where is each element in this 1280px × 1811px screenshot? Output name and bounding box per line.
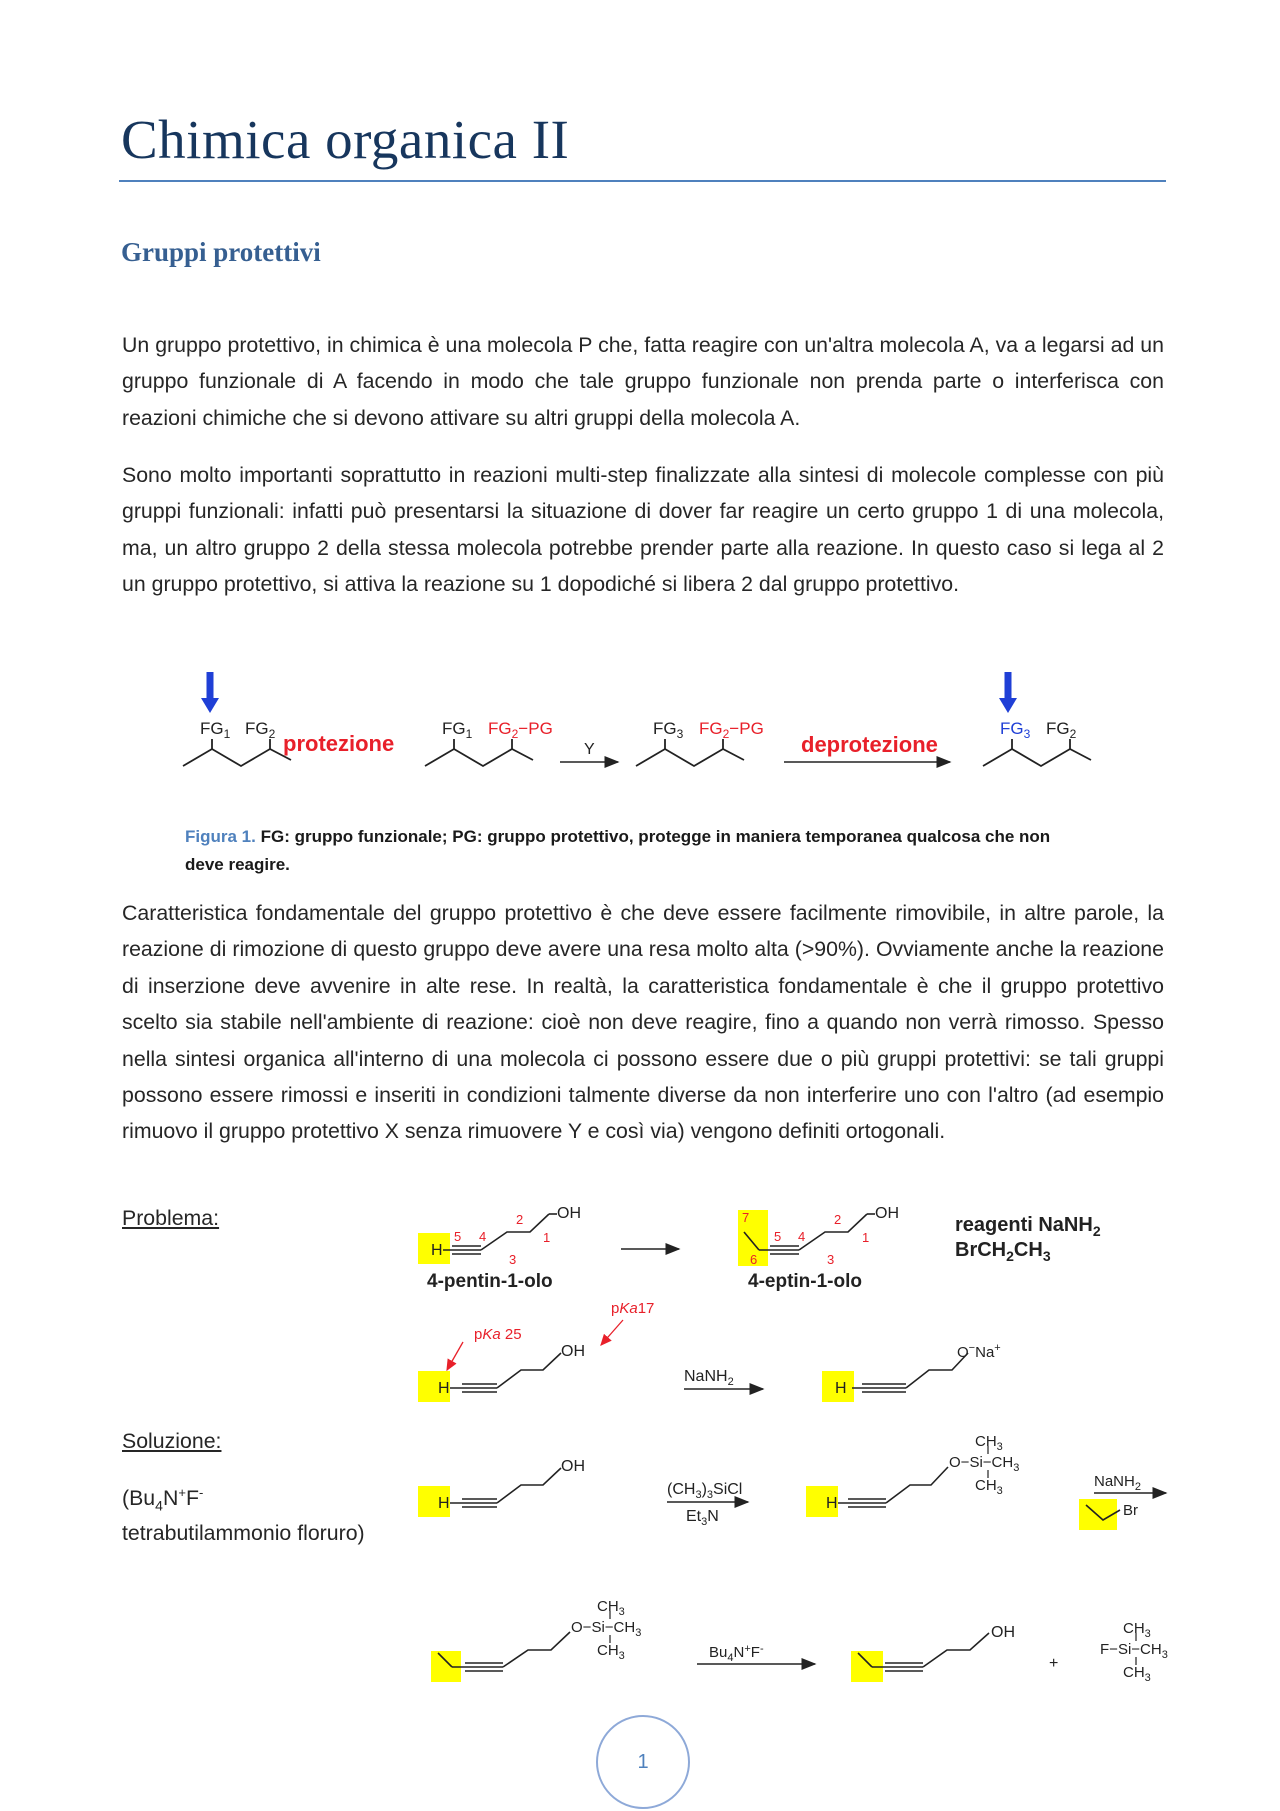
atom-number: 6 <box>750 1252 758 1267</box>
atom-number: 1 <box>543 1230 551 1245</box>
atom-H: H <box>438 1380 450 1397</box>
step-protezione-label: protezione <box>283 731 395 756</box>
atom-OH: OH <box>561 1343 585 1360</box>
reagent-nanh2: NaNH$_2$ <box>1094 1473 1141 1493</box>
methyl-group: $CH_3$ <box>975 1477 1003 1497</box>
tbaf-line-1: ($Bu_4N^+F^-$ <box>122 1485 204 1514</box>
atom-OH: OH <box>991 1624 1015 1641</box>
tms-ether-label: $O-Si-CH_3$ <box>571 1619 642 1639</box>
atom-number: 4 <box>798 1229 806 1244</box>
methyl-group: $CH_3$ <box>1123 1664 1151 1684</box>
atom-OH: OH <box>561 1458 585 1475</box>
document-title: Chimica organica II <box>121 109 570 170</box>
pka-pointer-arrow <box>447 1342 463 1370</box>
atom-H: H <box>826 1495 838 1512</box>
reagent-tbaf: $Bu_4N^+F^-$ <box>709 1643 764 1664</box>
paragraph-3: Caratteristica fondamentale del gruppo protettivo è che deve essere facilmente rimovibile, in altre parole, la reazione di rimozione di questo gruppo deve avere una resa molto alta (>90%). Ovviamente anche la reazione di inserzione deve avvenire in alte rese. In realtà, la caratteristica fondamentale è che il gruppo protettivo scelto sia stabile nell'ambiente di reazione: cioè non deve reagire, fino a quando non verrà rimosso. Spesso nella sintesi organica all'interno di una molecola ci possono essere due o più gruppi protettivi: se tali gruppi possono essere rimossi e inseriti in condizioni talmente diverse da non interferire uno con l'altro (ad esempio rimuovo il gruppo protettivo X senza rimuovere Y e così via) vengono definiti ortogonali. <box>122 901 1164 1144</box>
molecule-pentinol-skeleton <box>450 1468 561 1507</box>
fg2-label: $FG_2$ <box>1046 719 1077 741</box>
pka-label-17: pKa17 <box>611 1300 655 1317</box>
alkoxide-label: O−Na+ <box>957 1342 1001 1361</box>
fg1-label: $FG_1$ <box>200 719 231 741</box>
atom-OH: OH <box>557 1205 581 1222</box>
reagent-tmscl: $(CH_3)_3SiCl$ <box>667 1481 743 1501</box>
atom-H: H <box>438 1495 450 1512</box>
pka-pointer-arrow <box>601 1320 623 1345</box>
paragraph-1: Un gruppo protettivo, in chimica è una molecola P che, fatta reagire con un'altra molecola A, va a legarsi ad un gruppo funzionale di A facendo in modo che tale gruppo funzionale non prenda parte o interferisca con reazioni chimiche che si devono attivare su altri gruppi della molecola A. <box>122 333 1164 430</box>
step-deprotezione-label: deprotezione <box>801 732 938 757</box>
tms-ether-label: $O-Si-CH_3$ <box>949 1454 1020 1474</box>
molecule-name-pentinol: 4-pentin-1-olo <box>427 1271 553 1292</box>
reagent-nanh2: NaNH$_2$ <box>684 1368 734 1388</box>
atom-H: H <box>835 1380 847 1397</box>
paragraph-2: Sono molto importanti soprattutto in reazioni multi-step finalizzate alla sintesi di molecole complesse con più gruppi funzionali: infatti può presentarsi la situazione di dover far reagire un certo gruppo 1 di una molecola, ma, un altro gruppo 2 della stessa molecola potrebbe prender parte alla reazione. In questo caso si lega al 2 un gruppo protettivo, si attiva la reazione su 1 dopodiché si libera 2 dal gruppo protettivo. <box>122 463 1164 597</box>
page-number: 1 <box>637 1750 649 1773</box>
atom-number: 4 <box>479 1229 487 1244</box>
methyl-group: $CH_3$ <box>975 1433 1003 1453</box>
atom-number: 5 <box>454 1229 462 1244</box>
atom-number: 3 <box>509 1252 517 1267</box>
atom-number: 5 <box>774 1229 782 1244</box>
methyl-group: $CH_3$ <box>597 1598 625 1618</box>
methyl-group: $CH_3$ <box>1123 1620 1151 1640</box>
atom-H: H <box>431 1242 443 1259</box>
atom-number: 1 <box>862 1230 870 1245</box>
reagent-et3n: $Et_3N$ <box>686 1508 719 1528</box>
tbaf-line-2: tetrabutilammonio floruro) <box>122 1521 365 1545</box>
pka-label-25: pKa 25 <box>474 1326 522 1343</box>
atom-number: 2 <box>516 1212 524 1227</box>
fg1-label: $FG_1$ <box>442 719 473 741</box>
fg2-pg-label: $FG_2-PG$ <box>699 719 764 741</box>
atom-number: 2 <box>834 1212 842 1227</box>
caption-text: FG: gruppo funzionale; PG: gruppo protettivo, protegge in maniera temporanea qualcosa che non deve reagire. <box>185 827 1051 874</box>
tms-fluoride-label: $F-Si-CH_3$ <box>1100 1641 1168 1661</box>
atom-number: 7 <box>742 1210 750 1225</box>
fg3-label: $FG_3$ <box>1000 719 1031 741</box>
molecule-alkoxide-skeleton <box>852 1353 968 1392</box>
fg3-label: $FG_3$ <box>653 719 684 741</box>
solution-label: Soluzione: <box>122 1429 222 1453</box>
section-heading: Gruppi protettivi <box>121 237 321 267</box>
methyl-group: $CH_3$ <box>597 1642 625 1662</box>
caption-label: Figura 1. <box>185 827 256 846</box>
atom-number: 3 <box>827 1252 835 1267</box>
reagents-line-1: reagenti NaNH$_2$ <box>955 1214 1101 1239</box>
reagent-y-label: Y <box>584 741 595 758</box>
problem-label: Problema: <box>122 1206 220 1230</box>
plus-sign: + <box>1049 1655 1059 1672</box>
molecule-name-eptinol: 4-eptin-1-olo <box>748 1271 862 1292</box>
fg2-label: $FG_2$ <box>245 719 276 741</box>
reagents-line-2: $BrCH_2CH_3$ <box>955 1239 1051 1264</box>
page-number-badge <box>596 1715 690 1809</box>
molecule-pentinol-skeleton <box>450 1353 561 1392</box>
atom-OH: OH <box>875 1205 899 1222</box>
atom-Br: Br <box>1123 1502 1138 1519</box>
fg2-pg-label: $FG_2-PG$ <box>488 719 553 741</box>
